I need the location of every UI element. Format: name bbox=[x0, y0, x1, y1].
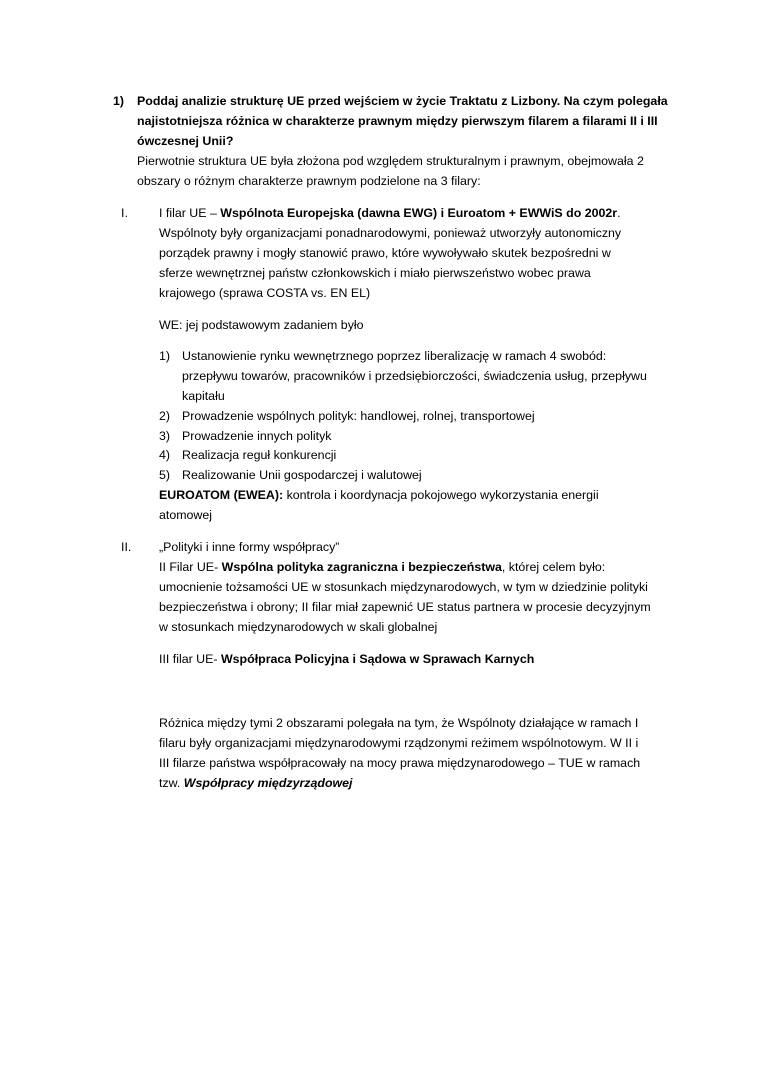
task-5-line-1: Realizowanie Unii gospodarczej i walutowej bbox=[182, 468, 422, 482]
conclusion-line-3: III filarze państwa współpracowały na mocy prawa międzynarodowego – TUE w ramach bbox=[159, 756, 641, 770]
pillar1-body-line-2: porządek prawny i mogły stanowić prawo, które wywoływało skutek bezpośredni w bbox=[159, 246, 611, 260]
task-4-number: 4) bbox=[159, 448, 171, 462]
task-2-line-1: Prowadzenie wspólnych polityk: handlowej, rolnej, transportowej bbox=[182, 409, 535, 423]
task-1-line-1: Ustanowienie rynku wewnętrznego poprzez liberalizację w ramach 4 swobód: bbox=[182, 349, 607, 363]
task-5-number: 5) bbox=[159, 468, 171, 482]
pillar2-quote-title: „Polityki i inne formy współpracy” bbox=[159, 540, 340, 554]
task-2-number: 2) bbox=[159, 409, 171, 423]
question-number: 1) bbox=[113, 94, 125, 108]
pillar2-body-line-3: w stosunkach międzynarodowych w skali globalnej bbox=[159, 620, 438, 634]
euratom-text: kontrola i koordynacja pokojowego wykorzystania energii bbox=[283, 488, 599, 502]
task-4-line-1: Realizacja reguł konkurencji bbox=[182, 448, 337, 462]
pillar3-heading-bold: Współpraca Policyjna i Sądowa w Sprawach Karnych bbox=[220, 652, 535, 666]
pillar1-body-line-3: sferze wewnętrznej państw członkowskich i miało pierwszeństwo wobec prawa bbox=[159, 266, 591, 280]
pillar1-heading-end: . bbox=[617, 206, 621, 220]
euratom-label: EUROATOM (EWEA): bbox=[159, 488, 284, 502]
pillar3-heading-plain: III filar UE- bbox=[159, 652, 221, 666]
question-line-2: najistotniejsza różnica w charakterze prawnym między pierwszym filarem a filarami II i III bbox=[137, 114, 658, 128]
task-3-line-1: Prowadzenie innych polityk bbox=[182, 429, 332, 443]
conclusion-line-4-plain: tzw. bbox=[159, 776, 184, 790]
pillar2-body-line-1: umocnienie tożsamości UE w stosunkach międzynarodowych, w tym w dziedzinie polityki bbox=[159, 580, 648, 594]
euratom-line-1 bbox=[159, 485, 599, 505]
task-1-line-3: kapitału bbox=[182, 389, 225, 403]
pillar2-heading-plain: II Filar UE- bbox=[159, 560, 222, 574]
conclusion-line-2: filaru były organizacjami międzynarodowymi rządzonymi reżimem wspólnotowym. W II i bbox=[159, 736, 639, 750]
pillar2-body-line-2: bezpieczeństwa i obrony; II filar miał zapewnić UE status partnera w procesie decyzyjnym bbox=[159, 600, 651, 614]
question-line-1: Poddaj analizie strukturę UE przed wejściem w życie Traktatu z Lizbony. Na czym polegała bbox=[137, 94, 668, 108]
pillar1-body-line-4: krajowego (sprawa COSTA vs. EN EL) bbox=[159, 286, 371, 300]
pillar1-heading bbox=[159, 203, 621, 223]
conclusion-line-4 bbox=[159, 773, 353, 793]
pillar2-number: II. bbox=[121, 540, 132, 554]
intro-line-2: obszary o różnym charakterze prawnym podzielone na 3 filary: bbox=[137, 174, 481, 188]
task-1-number: 1) bbox=[159, 349, 171, 363]
question-line-3: ówczesnej Unii? bbox=[137, 134, 234, 148]
conclusion-emphasis: Współpracy międzyrządowej bbox=[183, 776, 353, 790]
pillar1-heading-plain: I filar UE – bbox=[159, 206, 221, 220]
we-line: WE: jej podstawowym zadaniem było bbox=[159, 318, 364, 332]
intro-line-1: Pierwotnie struktura UE była złożona pod względem strukturalnym i prawnym, obejmowała 2 bbox=[137, 154, 644, 168]
pillar3-heading bbox=[159, 649, 534, 669]
pillar2-heading-rest: , której celem było: bbox=[501, 560, 606, 574]
task-3-number: 3) bbox=[159, 429, 171, 443]
pillar2-heading bbox=[159, 557, 605, 577]
pillar1-number: I. bbox=[121, 206, 128, 220]
task-1-line-2: przepływu towarów, pracowników i przedsiębiorczości, świadczenia usług, przepływu bbox=[182, 369, 647, 383]
conclusion-line-1: Różnica między tymi 2 obszarami polegała na tym, że Wspólnoty działające w ramach I bbox=[159, 716, 639, 730]
pillar1-body-line-1: Wspólnoty były organizacjami ponadnarodowymi, ponieważ utworzyły autonomiczny bbox=[159, 226, 622, 240]
euratom-line-2: atomowej bbox=[159, 508, 213, 522]
pillar2-heading-bold: Wspólna polityka zagraniczna i bezpieczeństwa bbox=[221, 560, 502, 574]
pillar1-heading-bold: Wspólnota Europejska (dawna EWG) i Euroatom + EWWiS do 2002r bbox=[220, 206, 618, 220]
